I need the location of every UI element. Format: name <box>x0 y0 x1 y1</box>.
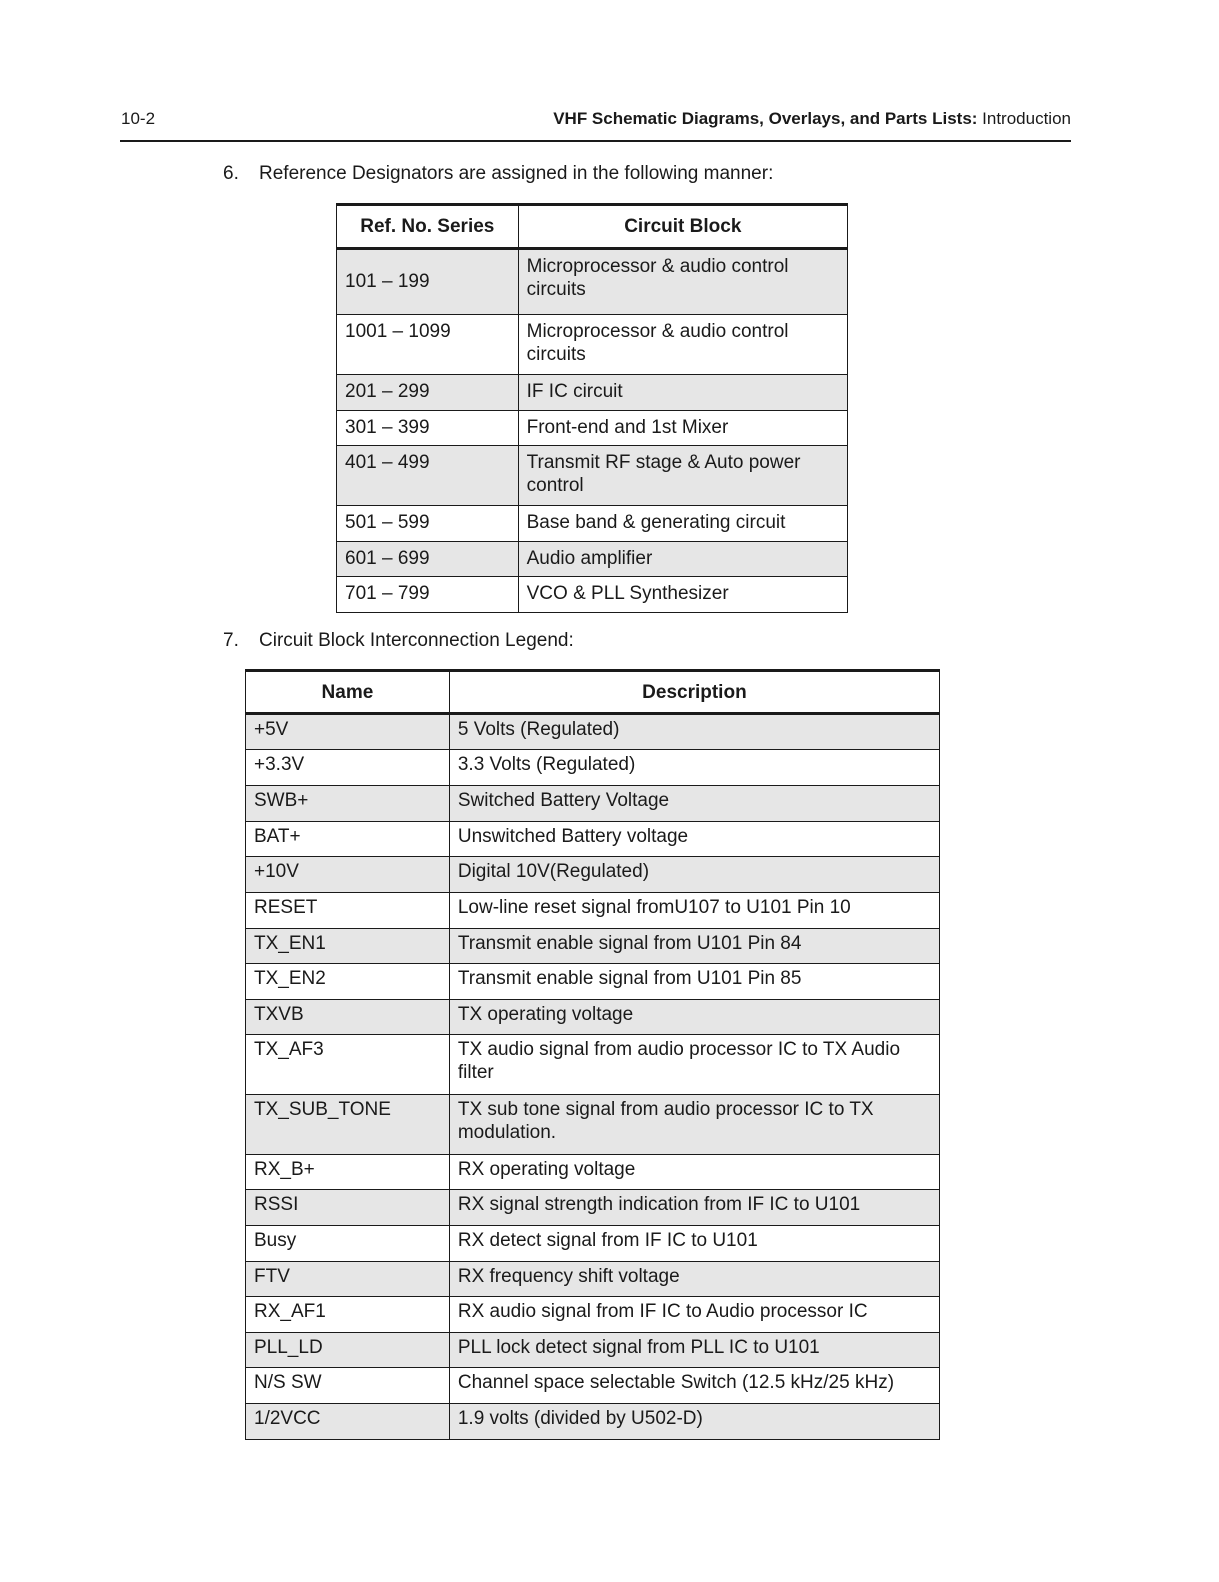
signal-description-cell: Transmit enable signal from U101 Pin 85 <box>449 964 939 1000</box>
table-row <box>246 964 940 1000</box>
column-header-circuit-block: Circuit Block <box>518 205 847 249</box>
table-row <box>337 506 848 542</box>
table-row <box>246 750 940 786</box>
signal-description-cell: TX sub tone signal from audio processor IC to TX modulation. <box>449 1095 939 1155</box>
table-row <box>246 714 940 750</box>
ref-series-cell: 601 – 699 <box>337 542 519 577</box>
signal-description-cell: RX frequency shift voltage <box>449 1262 939 1297</box>
table-row <box>246 1333 940 1368</box>
signal-description-cell: Transmit enable signal from U101 Pin 84 <box>449 929 939 964</box>
circuit-block-cell: Microprocessor & audio control circuits <box>518 249 847 315</box>
page-number: 10-2 <box>121 109 156 128</box>
signal-name-cell: TX_AF3 <box>246 1035 450 1095</box>
signal-name-cell: RX_AF1 <box>246 1297 450 1333</box>
table-row <box>246 857 940 893</box>
ref-series-cell: 501 – 599 <box>337 506 519 542</box>
signal-name-cell: N/S SW <box>246 1368 450 1404</box>
list-item-6 <box>223 163 773 185</box>
signal-description-cell: 5 Volts (Regulated) <box>449 714 939 750</box>
signal-description-cell: RX audio signal from IF IC to Audio processor IC <box>449 1297 939 1333</box>
signal-name-cell: TXVB <box>246 1000 450 1035</box>
signal-name-cell: FTV <box>246 1262 450 1297</box>
list-item-number: 6. <box>223 163 239 184</box>
circuit-block-cell: IF IC circuit <box>518 375 847 411</box>
table-row <box>337 315 848 375</box>
table-row <box>246 1226 940 1262</box>
running-title-section: Introduction <box>977 109 1071 128</box>
table-row <box>337 577 848 613</box>
signal-name-cell: RX_B+ <box>246 1155 450 1190</box>
table-row <box>337 542 848 577</box>
signal-name-cell: BAT+ <box>246 822 450 857</box>
table-row <box>246 1190 940 1226</box>
signal-name-cell: TX_EN1 <box>246 929 450 964</box>
list-item-text: Circuit Block Interconnection Legend: <box>259 630 574 651</box>
signal-name-cell: SWB+ <box>246 786 450 822</box>
running-title <box>553 109 1071 129</box>
table-row <box>246 1155 940 1190</box>
ref-series-cell: 201 – 299 <box>337 375 519 411</box>
ref-series-cell: 401 – 499 <box>337 446 519 506</box>
table-row <box>337 411 848 446</box>
signal-description-cell: Channel space selectable Switch (12.5 kHz/25 kHz) <box>449 1368 939 1404</box>
signal-description-cell: Unswitched Battery voltage <box>449 822 939 857</box>
header-rule <box>120 140 1071 142</box>
signal-name-cell: +5V <box>246 714 450 750</box>
signal-description-cell: 1.9 volts (divided by U502-D) <box>449 1404 939 1440</box>
signal-description-cell: TX audio signal from audio processor IC to TX Audio filter <box>449 1035 939 1095</box>
signal-name-cell: RSSI <box>246 1190 450 1226</box>
signal-description-cell: RX operating voltage <box>449 1155 939 1190</box>
list-item-text: Reference Designators are assigned in the following manner: <box>259 163 774 184</box>
signal-description-cell: Digital 10V(Regulated) <box>449 857 939 893</box>
circuit-block-cell: VCO & PLL Synthesizer <box>518 577 847 613</box>
table-row <box>246 1035 940 1095</box>
reference-designator-table <box>336 203 848 613</box>
signal-description-cell: Low-line reset signal fromU107 to U101 Pin 10 <box>449 893 939 929</box>
table-header-row <box>337 205 848 249</box>
table-row <box>246 929 940 964</box>
column-header-description: Description <box>449 671 939 714</box>
interconnection-legend-table <box>245 669 940 1440</box>
table-row <box>337 446 848 506</box>
signal-name-cell: PLL_LD <box>246 1333 450 1368</box>
circuit-block-cell: Base band & generating circuit <box>518 506 847 542</box>
table-row <box>246 786 940 822</box>
signal-name-cell: RESET <box>246 893 450 929</box>
table-row <box>246 1368 940 1404</box>
column-header-ref-series: Ref. No. Series <box>337 205 519 249</box>
table-row <box>246 1262 940 1297</box>
ref-series-cell: 701 – 799 <box>337 577 519 613</box>
circuit-block-cell: Microprocessor & audio control circuits <box>518 315 847 375</box>
signal-description-cell: Switched Battery Voltage <box>449 786 939 822</box>
table-row <box>246 893 940 929</box>
table-row <box>246 1404 940 1440</box>
circuit-block-cell: Front-end and 1st Mixer <box>518 411 847 446</box>
table-row <box>337 249 848 315</box>
circuit-block-cell: Transmit RF stage & Auto power control <box>518 446 847 506</box>
signal-description-cell: RX signal strength indication from IF IC to U101 <box>449 1190 939 1226</box>
ref-series-cell: 301 – 399 <box>337 411 519 446</box>
column-header-name: Name <box>246 671 450 714</box>
list-item-7 <box>223 630 574 652</box>
table-header-row <box>246 671 940 714</box>
signal-description-cell: RX detect signal from IF IC to U101 <box>449 1226 939 1262</box>
running-title-bold: VHF Schematic Diagrams, Overlays, and Parts Lists: <box>553 109 978 128</box>
ref-series-cell: 1001 – 1099 <box>337 315 519 375</box>
signal-name-cell: Busy <box>246 1226 450 1262</box>
list-item-number: 7. <box>223 630 239 651</box>
signal-name-cell: 1/2VCC <box>246 1404 450 1440</box>
signal-name-cell: TX_EN2 <box>246 964 450 1000</box>
signal-name-cell: +10V <box>246 857 450 893</box>
ref-series-cell: 101 – 199 <box>337 249 519 315</box>
signal-name-cell: +3.3V <box>246 750 450 786</box>
signal-name-cell: TX_SUB_TONE <box>246 1095 450 1155</box>
signal-description-cell: 3.3 Volts (Regulated) <box>449 750 939 786</box>
table-row <box>337 375 848 411</box>
signal-description-cell: TX operating voltage <box>449 1000 939 1035</box>
table-row <box>246 1297 940 1333</box>
table-row <box>246 1095 940 1155</box>
circuit-block-cell: Audio amplifier <box>518 542 847 577</box>
table-row <box>246 822 940 857</box>
table-row <box>246 1000 940 1035</box>
signal-description-cell: PLL lock detect signal from PLL IC to U101 <box>449 1333 939 1368</box>
